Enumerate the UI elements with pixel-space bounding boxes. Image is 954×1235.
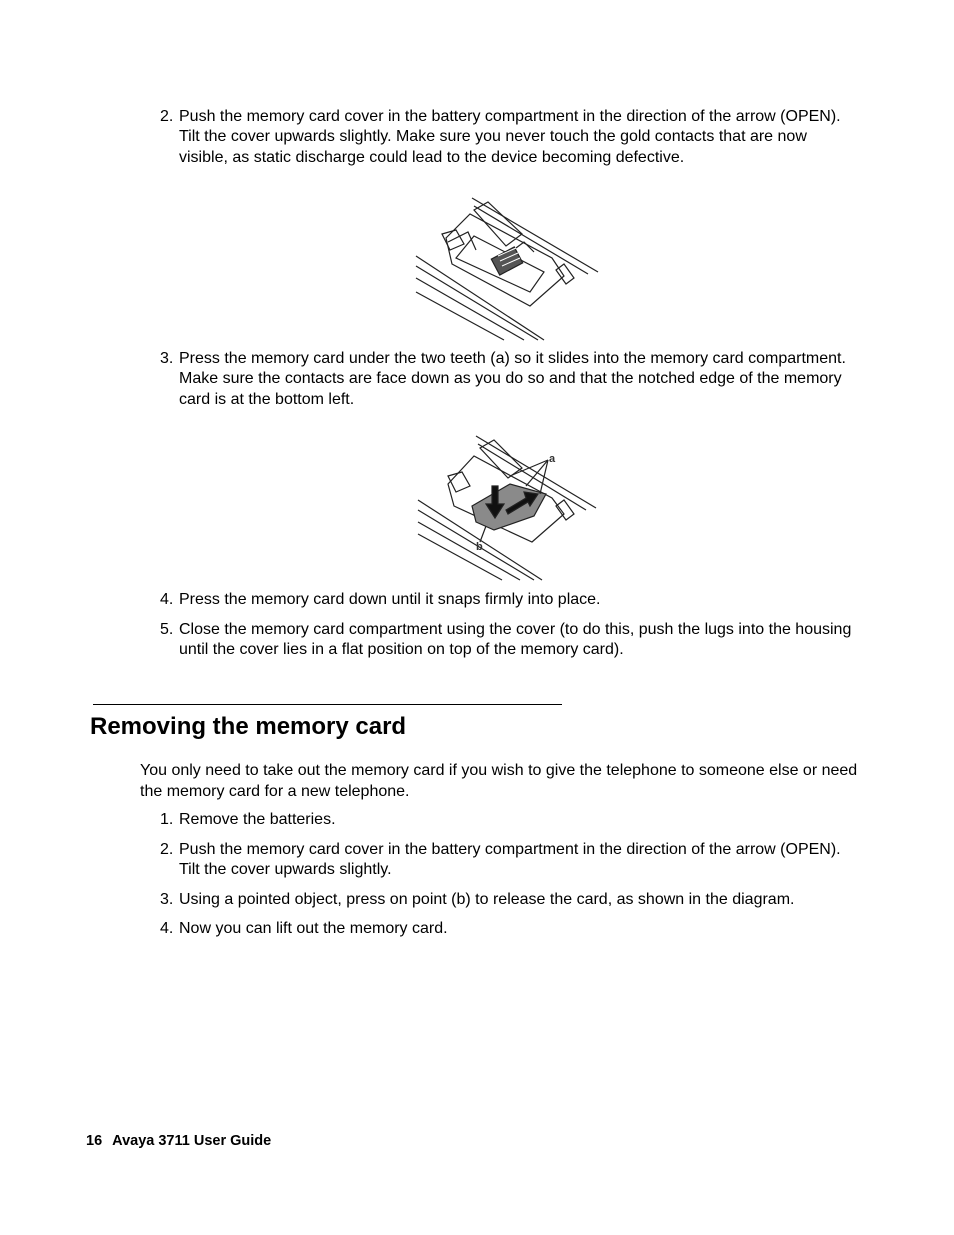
figure-insert-card — [414, 434, 600, 582]
install-step-5 — [160, 620, 860, 661]
step-text: Using a pointed object, press on point (b) to release the card, as shown in the diagram. — [179, 891, 795, 908]
document-title: Avaya 3711 User Guide — [112, 1133, 272, 1149]
install-step-2 — [160, 107, 860, 168]
install-step-3 — [160, 349, 860, 410]
step-number: 5. — [160, 621, 174, 638]
step-number: 2. — [160, 841, 174, 858]
section-title: Removing the memory card — [90, 713, 407, 740]
remove-step-2 — [160, 840, 860, 881]
section-divider — [93, 704, 562, 705]
step-number: 3. — [160, 891, 174, 908]
label-a: a — [549, 453, 556, 465]
step-number: 4. — [160, 920, 174, 937]
remove-step-1 — [160, 810, 860, 830]
remove-step-3 — [160, 890, 860, 910]
step-text: Press the memory card under the two teeth (a) so it slides into the memory card compartment. Make sure the contacts are face down as you do so and that the notched edge of the memory card is at the bottom left. — [179, 350, 846, 408]
page-footer — [86, 1133, 271, 1149]
step-text: Push the memory card cover in the battery compartment in the direction of the arrow (OPEN). Tilt the cover upwards slightly. Make sure you never touch the gold contacts that are now visible, as static discharge could lead to the device becoming defective. — [179, 108, 841, 166]
figure-open-cover — [412, 194, 602, 342]
section-intro: You only need to take out the memory card if you wish to give the telephone to someone else or need the memory card for a new telephone. — [140, 762, 858, 800]
step-number: 4. — [160, 591, 174, 608]
step-text: Push the memory card cover in the battery compartment in the direction of the arrow (OPEN). Tilt the cover upwards slightly. — [179, 841, 841, 879]
step-text: Remove the batteries. — [179, 811, 336, 828]
label-b: b — [476, 541, 483, 553]
step-number: 3. — [160, 350, 174, 367]
install-step-4 — [160, 590, 860, 610]
step-number: 1. — [160, 811, 174, 828]
page-number: 16 — [86, 1133, 103, 1149]
step-text: Now you can lift out the memory card. — [179, 920, 448, 937]
step-text: Press the memory card down until it snaps firmly into place. — [179, 591, 601, 608]
step-text: Close the memory card compartment using the cover (to do this, push the lugs into the housing until the cover lies in a flat position on top of the memory card). — [179, 621, 852, 659]
step-number: 2. — [160, 108, 174, 125]
remove-step-4 — [160, 919, 860, 939]
